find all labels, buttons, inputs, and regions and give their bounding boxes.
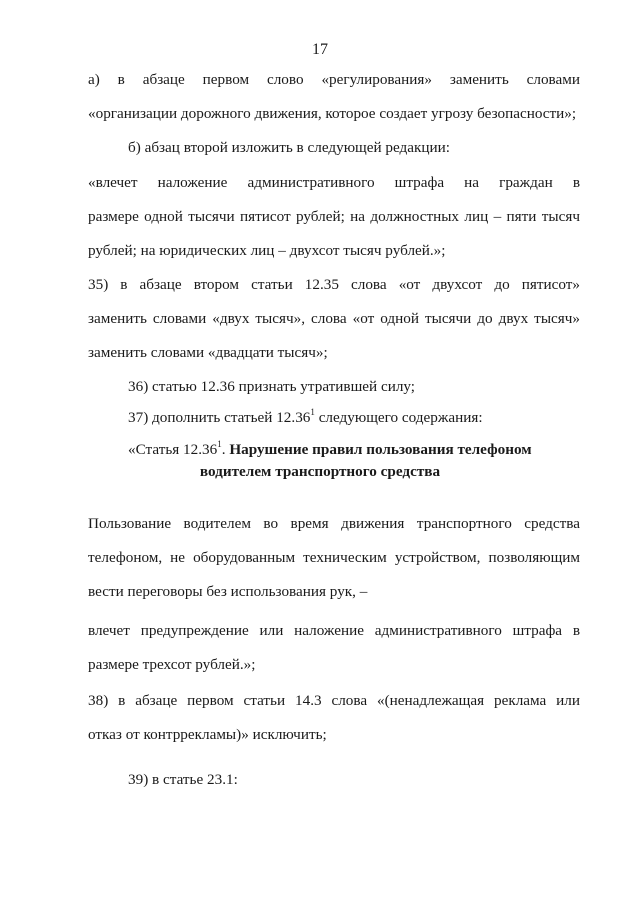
superscript: 1 — [310, 406, 315, 417]
text-line: 35) в абзаце втором статьи 12.35 слова «от двухсот до пятисот» — [88, 276, 580, 293]
text-line: телефоном, не оборудованным техническим устройством, позволяющим — [88, 549, 580, 566]
text-line: размере одной тысячи пятисот рублей; на должностных лиц – пяти тысяч — [88, 208, 580, 225]
text-fragment: 37) дополнить статьей 12.36 — [128, 409, 311, 426]
page-number: 17 — [312, 41, 328, 58]
article-title: Нарушение правил пользования телефоном — [229, 441, 532, 458]
text-line: рублей; на юридических лиц – двухсот тысяч рублей.»; — [88, 242, 446, 259]
superscript: 1 — [217, 438, 222, 449]
text-line: заменить словами «двадцати тысяч»; — [88, 344, 328, 361]
text-line: «влечет наложение административного штрафа на граждан в — [88, 174, 580, 191]
article-heading — [128, 440, 532, 460]
text-line: вести переговоры без использования рук, – — [88, 583, 368, 600]
text-line — [128, 408, 483, 428]
text-line: влечет предупреждение или наложение административного штрафа в — [88, 622, 580, 639]
text-line: б) абзац второй изложить в следующей редакции: — [128, 139, 450, 156]
text-line: «организации дорожного движения, которое создает угрозу безопасности»; — [88, 105, 577, 122]
text-line: Пользование водителем во время движения транспортного средства — [88, 515, 580, 532]
text-line: размере трехсот рублей.»; — [88, 656, 256, 673]
text-line: а) в абзаце первом слово «регулирования» заменить словами — [88, 71, 580, 88]
text-fragment: следующего содержания: — [314, 409, 483, 426]
text-fragment: . — [221, 441, 230, 458]
text-line: отказ от контррекламы)» исключить; — [88, 726, 327, 743]
text-line: 38) в абзаце первом статьи 14.3 слова «(ненадлежащая реклама или — [88, 692, 580, 709]
text-line: заменить словами «двух тысяч», слова «от одной тысячи до двух тысяч» — [88, 310, 580, 327]
article-title-continued: водителем транспортного средства — [199, 463, 441, 480]
article-number: «Статья 12.36 — [128, 441, 218, 458]
text-line: 39) в статье 23.1: — [128, 771, 238, 788]
text-line: 36) статью 12.36 признать утратившей силу; — [128, 378, 416, 395]
